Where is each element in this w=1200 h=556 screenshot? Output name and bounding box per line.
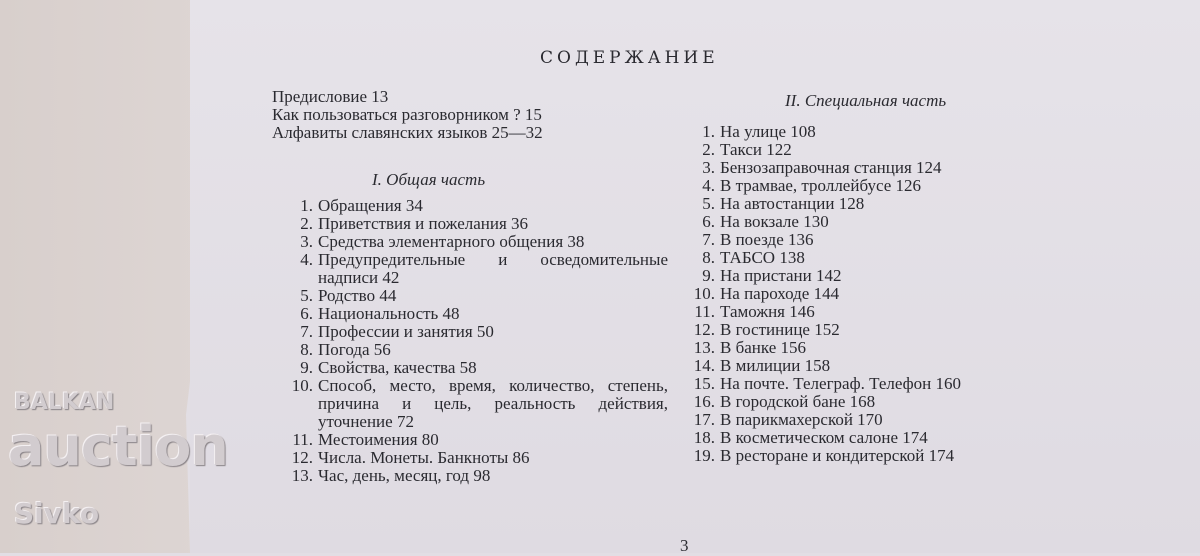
item-number: 9. bbox=[300, 358, 313, 377]
item-text: В поезде 136 bbox=[720, 230, 814, 249]
toc-item bbox=[693, 356, 1100, 375]
toc-item bbox=[702, 248, 1100, 267]
item-text: Средства элементарного общения 38 bbox=[318, 232, 585, 251]
intro-line: Алфавиты славянских языков 25—32 bbox=[272, 123, 543, 142]
item-number: 7. bbox=[300, 322, 313, 341]
toc-item bbox=[693, 374, 1100, 393]
item-text: Погода 56 bbox=[318, 340, 391, 359]
toc-item bbox=[300, 340, 668, 359]
toc-item bbox=[702, 266, 1100, 285]
item-text: Бензозаправочная станция 124 bbox=[720, 158, 942, 177]
item-number: 8. bbox=[702, 248, 715, 267]
item-text: В городской бане 168 bbox=[720, 392, 876, 411]
toc-item bbox=[300, 358, 668, 377]
item-text: Приветствия и пожелания 36 bbox=[318, 214, 529, 233]
toc-item bbox=[693, 446, 1100, 465]
item-number: 9. bbox=[702, 266, 715, 285]
item-number: 10. bbox=[693, 284, 715, 303]
item-text: В парикмахерской 170 bbox=[720, 410, 883, 429]
page-title: СОДЕРЖАНИЕ bbox=[540, 48, 719, 68]
item-text: Местоимения 80 bbox=[318, 430, 439, 449]
item-text: Способ, место, время, количество, степень, причина и цель, реальность действия, уточнение 72 bbox=[318, 376, 668, 431]
part2-heading: II. Специальная часть bbox=[785, 91, 947, 110]
item-number: 19. bbox=[693, 446, 715, 465]
toc-item bbox=[694, 302, 1100, 321]
item-number: 3. bbox=[702, 158, 715, 177]
item-number: 11. bbox=[694, 302, 715, 321]
watermark-auction: auction bbox=[8, 415, 228, 478]
toc-item bbox=[702, 230, 1100, 249]
toc-item bbox=[702, 158, 1100, 177]
item-text: В косметическом салоне 174 bbox=[720, 428, 928, 447]
toc-item bbox=[300, 196, 668, 215]
item-text: На пароходе 144 bbox=[720, 284, 840, 303]
toc-item bbox=[291, 448, 668, 467]
item-text: ТАБСО 138 bbox=[720, 248, 805, 267]
toc-item bbox=[702, 176, 1100, 195]
item-text: Час, день, месяц, год 98 bbox=[318, 466, 491, 485]
item-text: На почте. Телеграф. Телефон 160 bbox=[720, 374, 961, 393]
item-number: 17. bbox=[693, 410, 715, 429]
toc-item bbox=[693, 392, 1100, 411]
item-number: 12. bbox=[291, 448, 313, 467]
item-number: 18. bbox=[693, 428, 715, 447]
toc-item bbox=[300, 304, 668, 323]
item-text: Профессии и занятия 50 bbox=[318, 322, 494, 341]
item-number: 13. bbox=[291, 466, 313, 485]
toc-item bbox=[291, 466, 668, 485]
page-number: 3 bbox=[680, 536, 689, 555]
item-number: 15. bbox=[693, 374, 715, 393]
item-text: Такси 122 bbox=[720, 140, 792, 159]
item-number: 6. bbox=[300, 304, 313, 323]
item-text: Числа. Монеты. Банкноты 86 bbox=[318, 448, 530, 467]
item-text: Национальность 48 bbox=[318, 304, 460, 323]
item-number: 5. bbox=[702, 194, 715, 213]
toc-item bbox=[300, 214, 668, 233]
item-text: В ресторане и кондитерской 174 bbox=[720, 446, 955, 465]
toc-item bbox=[292, 430, 668, 449]
item-text: Свойства, качества 58 bbox=[318, 358, 477, 377]
item-number: 1. bbox=[702, 122, 715, 141]
item-text: Родство 44 bbox=[318, 286, 397, 305]
item-number: 2. bbox=[300, 214, 313, 233]
item-text: На пристани 142 bbox=[720, 266, 842, 285]
watermark-balkan: BALKAN bbox=[14, 390, 115, 415]
item-number: 4. bbox=[702, 176, 715, 195]
item-text: В гостинице 152 bbox=[720, 320, 840, 339]
item-text: Обращения 34 bbox=[318, 196, 423, 215]
item-number: 8. bbox=[300, 340, 313, 359]
intro-line: Как пользоваться разговорником ? 15 bbox=[272, 105, 542, 124]
toc-item bbox=[702, 140, 1100, 159]
item-number: 10. bbox=[291, 376, 313, 395]
toc-item bbox=[693, 410, 1100, 429]
toc-item bbox=[300, 286, 668, 305]
item-number: 13. bbox=[693, 338, 715, 357]
item-number: 3. bbox=[300, 232, 313, 251]
item-text: В милиции 158 bbox=[720, 356, 831, 375]
toc-item bbox=[702, 194, 1100, 213]
watermark-sivko: Sivko bbox=[14, 497, 100, 530]
item-text: В банке 156 bbox=[720, 338, 807, 357]
toc-item bbox=[300, 250, 668, 287]
intro-line: Предисловие 13 bbox=[272, 87, 389, 106]
item-number: 16. bbox=[693, 392, 715, 411]
toc-item bbox=[693, 284, 1100, 303]
item-text: Предупредительные и осведомительные надписи 42 bbox=[318, 250, 668, 287]
toc-item bbox=[702, 122, 1100, 141]
toc-item bbox=[300, 232, 668, 251]
part1-list bbox=[291, 196, 668, 485]
part1-heading: I. Общая часть bbox=[372, 170, 486, 189]
item-text: Таможня 146 bbox=[720, 302, 815, 321]
item-number: 7. bbox=[702, 230, 715, 249]
item-number: 1. bbox=[300, 196, 313, 215]
item-text: На вокзале 130 bbox=[720, 212, 829, 231]
toc-item bbox=[291, 376, 668, 431]
item-number: 6. bbox=[702, 212, 715, 231]
item-number: 11. bbox=[292, 430, 313, 449]
part2-list bbox=[693, 122, 1100, 465]
item-number: 2. bbox=[702, 140, 715, 159]
item-number: 5. bbox=[300, 286, 313, 305]
toc-item bbox=[693, 338, 1100, 357]
toc-item bbox=[702, 212, 1100, 231]
item-text: В трамвае, троллейбусе 126 bbox=[720, 176, 921, 195]
toc-item bbox=[693, 320, 1100, 339]
item-number: 12. bbox=[693, 320, 715, 339]
item-text: На улице 108 bbox=[720, 122, 816, 141]
toc-item bbox=[693, 428, 1100, 447]
toc-item bbox=[300, 322, 668, 341]
item-number: 4. bbox=[300, 250, 313, 269]
item-text: На автостанции 128 bbox=[720, 194, 865, 213]
item-number: 14. bbox=[693, 356, 715, 375]
